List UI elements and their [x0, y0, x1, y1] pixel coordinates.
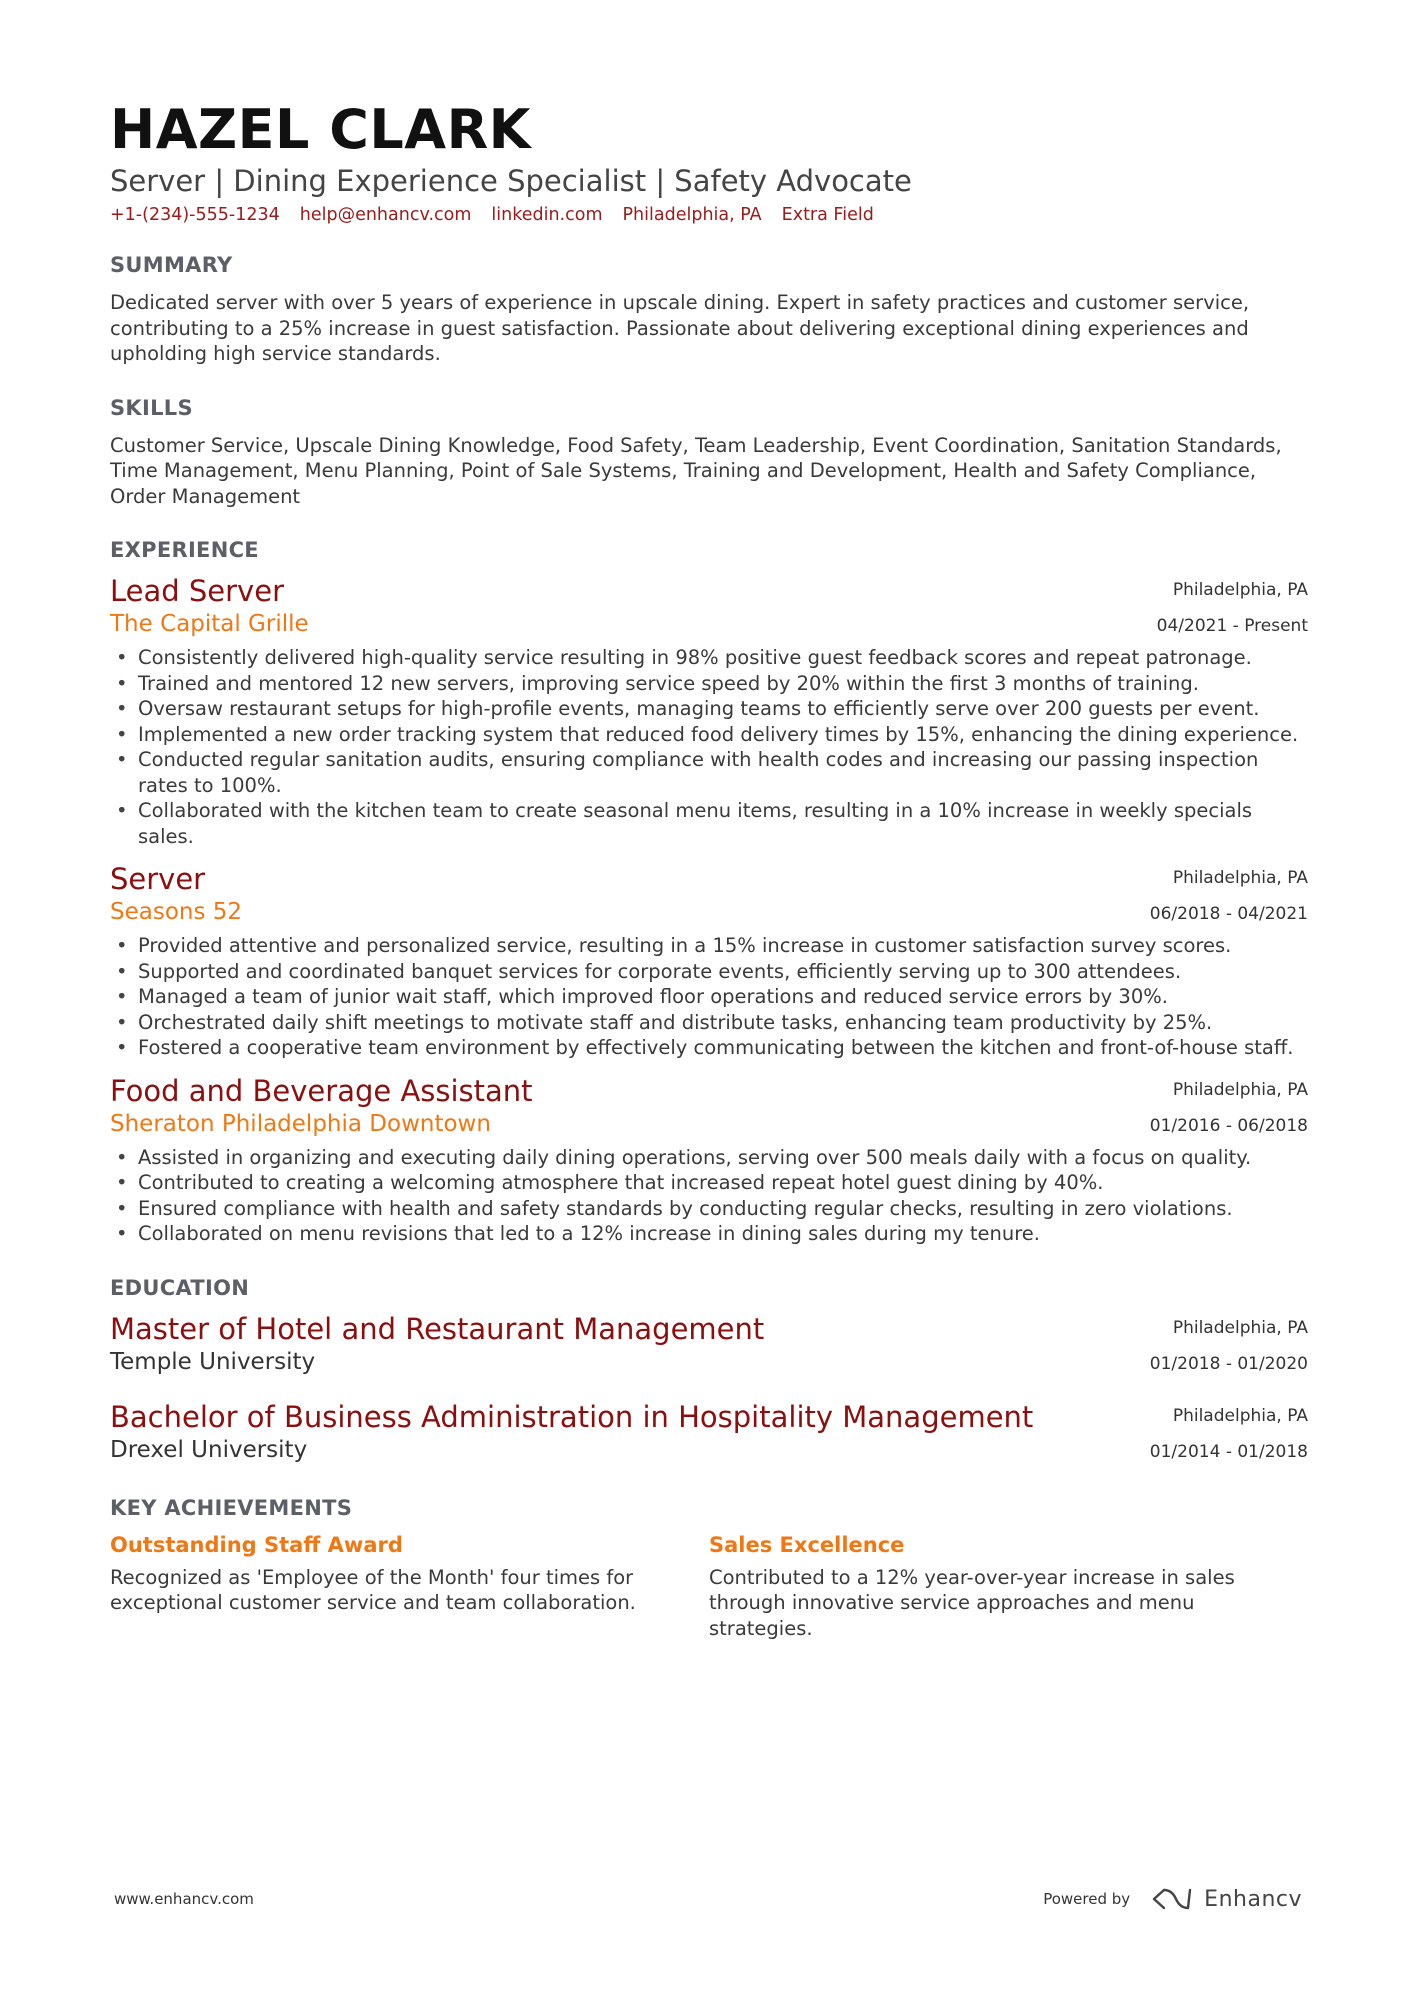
contact-extra-field: Extra Field — [781, 205, 874, 225]
section-title-experience: EXPERIENCE — [110, 538, 259, 562]
experience-bullets — [110, 933, 1308, 1061]
experience-location: Philadelphia, PA — [1172, 1079, 1308, 1100]
experience-dates: 04/2021 - Present — [1156, 616, 1308, 636]
experience-dates: 01/2016 - 06/2018 — [1149, 1115, 1308, 1136]
summary-text: Dedicated server with over 5 years of experience in upscale dining. Expert in safety practices and customer service, contributing to a 25% increase in guest satisfaction. Passionate about delivering exceptional dining experiences and upholding high service standards. — [110, 291, 1250, 365]
experience-meta — [1150, 867, 1308, 925]
resume-header — [110, 98, 1308, 226]
achievement-desc: Recognized as 'Employee of the Month' four times for exceptional customer service and team collaboration. — [110, 1565, 636, 1614]
section-title-education: EDUCATION — [110, 1275, 250, 1300]
powered-by-label: Powered by — [1043, 1890, 1131, 1908]
achievement-desc: Contributed to a 12% year-over-year increase in sales through innovative service approaches and menu strategies. — [709, 1565, 1235, 1640]
resume-page — [110, 98, 1308, 1641]
page-footer — [114, 1886, 1302, 1916]
contact-location: Philadelphia, PA — [622, 205, 762, 225]
section-title-achievements: KEY ACHIEVEMENTS — [110, 1495, 353, 1520]
contact-bar — [110, 204, 1308, 226]
experience-role: Server — [110, 862, 206, 896]
achievement-title: Outstanding Staff Award — [110, 1532, 403, 1557]
achievement-item — [110, 1531, 709, 1642]
list-item: • Collaborated with the kitchen team to create seasonal menu items, resulting in a 10% increase in weekly specials sales. — [110, 798, 1308, 849]
list-item: • Managed a team of junior wait staff, which improved floor operations and reduced service errors by 30%. — [110, 984, 1308, 1010]
contact-linkedin[interactable]: linkedin.com — [491, 205, 603, 225]
education-entry — [110, 1399, 1308, 1465]
education-dates: 01/2014 - 01/2018 — [1149, 1441, 1308, 1462]
education-meta — [1150, 1405, 1308, 1463]
education-degree: Master of Hotel and Restaurant Management — [110, 1311, 765, 1346]
enhancv-logo-icon — [1150, 1886, 1194, 1912]
education-location: Philadelphia, PA — [1172, 1405, 1308, 1426]
list-item: • Contributed to creating a welcoming atmosphere that increased repeat hotel guest dining by 40%. — [110, 1170, 1308, 1196]
education-entry — [110, 1311, 1308, 1377]
list-item: • Conducted regular sanitation audits, ensuring compliance with health codes and increasing our passing inspection rates to 100%. — [110, 747, 1308, 798]
experience-bullets — [110, 645, 1308, 849]
experience-meta — [1150, 1079, 1308, 1137]
brand-name: Enhancv — [1204, 1886, 1302, 1912]
experience-company: The Capital Grille — [110, 611, 309, 637]
list-item: • Consistently delivered high-quality service resulting in 98% positive guest feedback scores and repeat patronage. — [110, 645, 1308, 671]
list-item: • Trained and mentored 12 new servers, improving service speed by 20% within the first 3 months of training. — [110, 671, 1308, 697]
education-section — [110, 1275, 1308, 1465]
achievement-title: Sales Excellence — [709, 1532, 905, 1557]
achievements-section — [110, 1495, 1308, 1642]
education-location: Philadelphia, PA — [1172, 1317, 1308, 1338]
experience-role: Food and Beverage Assistant — [110, 1073, 533, 1108]
education-meta — [1150, 1317, 1308, 1375]
list-item: • Orchestrated daily shift meetings to motivate staff and distribute tasks, enhancing team productivity by 25%. — [110, 1010, 1308, 1036]
list-item: • Fostered a cooperative team environment by effectively communicating between the kitchen and front-of-house staff. — [110, 1035, 1308, 1061]
education-school: Drexel University — [110, 1436, 308, 1463]
experience-role: Lead Server — [110, 574, 284, 608]
skills-section — [110, 395, 1308, 510]
experience-company: Sheraton Philadelphia Downtown — [110, 1110, 491, 1137]
footer-url[interactable]: www.enhancv.com — [114, 1890, 254, 1908]
section-title-skills: SKILLS — [110, 395, 193, 420]
list-item: • Assisted in organizing and executing daily dining operations, serving over 500 meals daily with a focus on quality. — [110, 1145, 1308, 1171]
education-school: Temple University — [110, 1348, 316, 1375]
brand-logo[interactable] — [1150, 1886, 1302, 1912]
summary-section — [110, 252, 1308, 367]
list-item: • Provided attentive and personalized service, resulting in a 15% increase in customer satisfaction survey scores. — [110, 933, 1308, 959]
experience-meta — [1157, 579, 1308, 637]
experience-dates: 06/2018 - 04/2021 — [1149, 904, 1308, 924]
section-title-summary: SUMMARY — [110, 253, 233, 277]
experience-bullets — [110, 1145, 1308, 1247]
experience-location: Philadelphia, PA — [1172, 580, 1308, 600]
list-item: • Supported and coordinated banquet services for corporate events, efficiently serving up to 300 attendees. — [110, 959, 1308, 985]
experience-company: Seasons 52 — [110, 899, 243, 925]
education-dates: 01/2018 - 01/2020 — [1149, 1353, 1308, 1374]
contact-email[interactable]: help@enhancv.com — [299, 205, 472, 225]
list-item: • Oversaw restaurant setups for high-profile events, managing teams to efficiently serve over 200 guests per event. — [110, 696, 1308, 722]
achievement-item — [709, 1531, 1308, 1642]
contact-phone[interactable]: +1-(234)-555-1234 — [110, 205, 280, 225]
list-item: • Implemented a new order tracking system that reduced food delivery times by 15%, enhancing the dining experience. — [110, 722, 1308, 748]
education-degree: Bachelor of Business Administration in Hospitality Management — [110, 1399, 1034, 1434]
footer-branding — [1043, 1886, 1302, 1912]
list-item: • Ensured compliance with health and safety standards by conducting regular checks, resulting in zero violations. — [110, 1196, 1308, 1222]
experience-location: Philadelphia, PA — [1172, 868, 1308, 888]
experience-entry — [110, 1073, 1308, 1247]
list-item: • Collaborated on menu revisions that led to a 12% increase in dining sales during my tenure. — [110, 1221, 1308, 1247]
experience-section — [110, 537, 1308, 1247]
candidate-name: HAZEL CLARK — [110, 98, 531, 161]
candidate-tagline: Server | Dining Experience Specialist | Safety Advocate — [110, 164, 912, 198]
achievements-grid — [110, 1531, 1308, 1642]
experience-entry — [110, 861, 1308, 1061]
skills-text: Customer Service, Upscale Dining Knowledge, Food Safety, Team Leadership, Event Coordination, Sanitation Standards, Time Management, Menu Planning, Point of Sale Systems, Training and Development, Health and Safety Compliance, Order Management — [110, 433, 1282, 508]
experience-entry — [110, 573, 1308, 849]
